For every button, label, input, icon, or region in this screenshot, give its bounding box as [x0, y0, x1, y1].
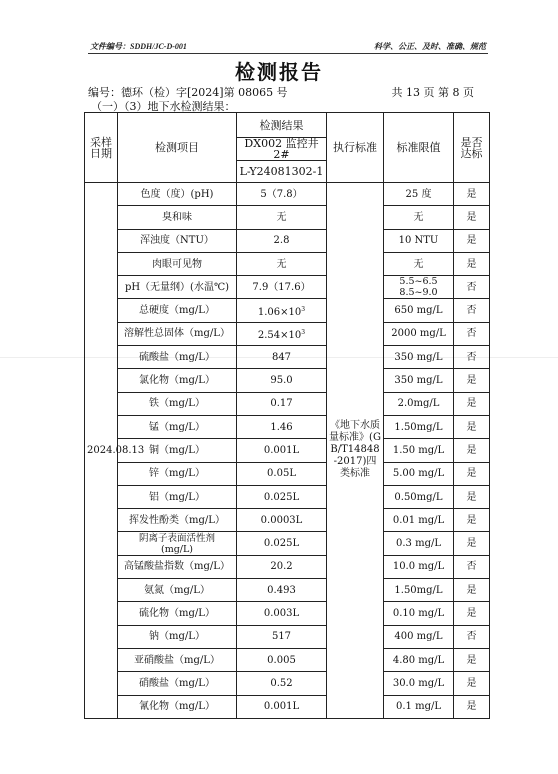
- test-item: 铝（mg/L）: [118, 485, 237, 508]
- test-item: 铜（mg/L）: [118, 439, 237, 462]
- result-value: [237, 252, 327, 275]
- result-value: [237, 206, 327, 229]
- result-text: 847: [271, 351, 292, 363]
- test-item: 肉眼可见物: [118, 252, 237, 275]
- table-row: [85, 625, 490, 648]
- result-text: 0.001L: [263, 444, 300, 456]
- result-text: 0.001L: [263, 701, 300, 713]
- header-standard: 执行标准: [327, 113, 384, 183]
- compliance-value: 是: [454, 229, 490, 252]
- table-row: [85, 648, 490, 671]
- result-value: [237, 648, 327, 671]
- result-exponent: 3: [301, 328, 306, 336]
- result-text: 0.17: [270, 398, 293, 410]
- compliance-value: 是: [454, 252, 490, 275]
- compliance-value: 是: [454, 369, 490, 392]
- result-value: [237, 369, 327, 392]
- result-text: 0.005: [267, 654, 296, 666]
- table-row: [85, 229, 490, 252]
- test-item: 锰（mg/L）: [118, 415, 237, 438]
- compliance-value: 否: [454, 625, 490, 648]
- result-value: [237, 276, 327, 299]
- table-row: [85, 252, 490, 275]
- compliance-value: 否: [454, 346, 490, 369]
- header-limit: 标准限值: [384, 113, 454, 183]
- test-item: 浑浊度（NTU）: [118, 229, 237, 252]
- table-row: [85, 206, 490, 229]
- compliance-value: 是: [454, 206, 490, 229]
- test-item: 氰化物（mg/L）: [118, 695, 237, 718]
- limit-value: 无: [384, 252, 454, 275]
- result-value: [237, 322, 327, 345]
- limit-value: 1.50mg/L: [384, 579, 454, 602]
- limit-value: 10 NTU: [384, 229, 454, 252]
- document-number: 文件编号：SDDH/JC-D-001: [90, 42, 187, 51]
- result-value: [237, 625, 327, 648]
- result-value: [237, 439, 327, 462]
- compliance-value: 是: [454, 183, 490, 206]
- compliance-value: 是: [454, 602, 490, 625]
- table-row: [85, 695, 490, 718]
- result-value: [237, 183, 327, 206]
- result-exponent: 3: [301, 305, 306, 313]
- result-value: [237, 415, 327, 438]
- sampling-date: 2024.08.13: [85, 183, 118, 719]
- header-motto: 科学、公正、及时、准确、规范: [374, 42, 486, 51]
- header-sample-id: L-Y24081302-1: [237, 161, 327, 183]
- result-value: [237, 579, 327, 602]
- result-text: 0.05L: [267, 468, 296, 480]
- compliance-value: 否: [454, 322, 490, 345]
- compliance-value: 是: [454, 485, 490, 508]
- section-heading: （一）（3）地下水检测结果：: [91, 100, 236, 113]
- standard-name: 《地下水质量标准》(GB/T14848-2017)四类标准: [327, 183, 384, 719]
- table-row: [85, 672, 490, 695]
- limit-value: 30.0 mg/L: [384, 672, 454, 695]
- result-value: [237, 462, 327, 485]
- result-text: 0.0003L: [260, 514, 303, 526]
- table-row: [85, 322, 490, 345]
- result-text: 1.46: [270, 421, 293, 433]
- groundwater-results-table: [84, 112, 490, 719]
- table-row: [85, 276, 490, 299]
- test-item: 氨氮（mg/L）: [118, 579, 237, 602]
- result-text: 无: [276, 258, 287, 270]
- compliance-value: 是: [454, 509, 490, 532]
- result-value: [237, 509, 327, 532]
- test-item: 挥发性酚类（mg/L）: [118, 509, 237, 532]
- test-item: 臭和味: [118, 206, 237, 229]
- table-row: [85, 509, 490, 532]
- limit-value: 2000 mg/L: [384, 322, 454, 345]
- compliance-value: 是: [454, 392, 490, 415]
- compliance-value: 是: [454, 415, 490, 438]
- result-text: 2.8: [273, 235, 290, 247]
- table-row: [85, 299, 490, 322]
- test-item: 硫酸盐（mg/L）: [118, 346, 237, 369]
- test-item: 硝酸盐（mg/L）: [118, 672, 237, 695]
- test-item: 氯化物（mg/L）: [118, 369, 237, 392]
- report-title: 检测报告: [235, 60, 323, 84]
- test-item: 钠（mg/L）: [118, 625, 237, 648]
- table-row: [85, 602, 490, 625]
- header-rule: [88, 53, 488, 54]
- result-text: 95.0: [270, 375, 293, 387]
- result-value: [237, 485, 327, 508]
- table-row: [85, 183, 490, 206]
- result-value: [237, 602, 327, 625]
- test-item: 高锰酸盐指数（mg/L）: [118, 555, 237, 578]
- result-value: [237, 229, 327, 252]
- limit-value: 1.50mg/L: [384, 415, 454, 438]
- table-row: [85, 462, 490, 485]
- limit-value: 2.0mg/L: [384, 392, 454, 415]
- table-row: [85, 415, 490, 438]
- table-row: [85, 392, 490, 415]
- result-text: 5（7.8）: [260, 188, 303, 200]
- limit-value: 4.80 mg/L: [384, 648, 454, 671]
- limit-value: 5.00 mg/L: [384, 462, 454, 485]
- header-test-item: 检测项目: [118, 113, 237, 183]
- result-text: 517: [271, 631, 292, 643]
- compliance-value: 否: [454, 555, 490, 578]
- test-item: 硫化物（mg/L）: [118, 602, 237, 625]
- compliance-value: 否: [454, 276, 490, 299]
- result-value: [237, 695, 327, 718]
- result-value: [237, 392, 327, 415]
- test-item: 锌（mg/L）: [118, 462, 237, 485]
- limit-value: 5.5~6.5 8.5~9.0: [384, 276, 454, 299]
- page-counter: 共 13 页 第 8 页: [391, 86, 474, 99]
- result-text: 2.54×10: [257, 329, 302, 341]
- compliance-value: 否: [454, 299, 490, 322]
- compliance-value: 是: [454, 532, 490, 555]
- report-number: 编号：德环（检）字[2024]第 08065 号: [88, 86, 288, 99]
- table-row: [85, 555, 490, 578]
- test-item: 亚硝酸盐（mg/L）: [118, 648, 237, 671]
- header-sampling-date: 采样日期: [85, 113, 118, 183]
- test-item: 阴离子表面活性剂 (mg/L): [118, 532, 237, 555]
- limit-value: 0.3 mg/L: [384, 532, 454, 555]
- test-item: pH（无量纲）(水温℃): [118, 276, 237, 299]
- test-item: 色度（度）(pH): [118, 183, 237, 206]
- limit-value: 0.10 mg/L: [384, 602, 454, 625]
- limit-value: 350 mg/L: [384, 346, 454, 369]
- limit-value: 0.1 mg/L: [384, 695, 454, 718]
- table-row: [85, 485, 490, 508]
- header-compliance: 是否达标: [454, 113, 490, 183]
- result-value: [237, 555, 327, 578]
- limit-value: 400 mg/L: [384, 625, 454, 648]
- result-text: 0.493: [267, 584, 296, 596]
- compliance-value: 是: [454, 672, 490, 695]
- compliance-value: 是: [454, 695, 490, 718]
- header-sample-point: DX002 监控井 2#: [237, 138, 327, 161]
- test-item: 溶解性总固体（mg/L）: [118, 322, 237, 345]
- limit-value: 无: [384, 206, 454, 229]
- limit-value: 10.0 mg/L: [384, 555, 454, 578]
- table-row: [85, 579, 490, 602]
- compliance-value: 是: [454, 648, 490, 671]
- result-value: [237, 346, 327, 369]
- table-row: [85, 439, 490, 462]
- result-text: 无: [276, 211, 287, 223]
- test-item: 总硬度（mg/L）: [118, 299, 237, 322]
- result-text: 0.025L: [263, 491, 300, 503]
- limit-value: 650 mg/L: [384, 299, 454, 322]
- test-item: 铁（mg/L）: [118, 392, 237, 415]
- compliance-value: 是: [454, 462, 490, 485]
- limit-value: 1.50 mg/L: [384, 439, 454, 462]
- header-result: 检测结果: [237, 113, 327, 138]
- result-text: 20.2: [270, 561, 293, 573]
- result-value: [237, 299, 327, 322]
- limit-value: 25 度: [384, 183, 454, 206]
- limit-value: 0.01 mg/L: [384, 509, 454, 532]
- result-value: [237, 532, 327, 555]
- compliance-value: 是: [454, 579, 490, 602]
- limit-value: 0.50mg/L: [384, 485, 454, 508]
- result-text: 0.52: [270, 677, 293, 689]
- compliance-value: 是: [454, 439, 490, 462]
- result-value: [237, 672, 327, 695]
- table-row: [85, 532, 490, 555]
- result-text: 0.003L: [263, 607, 300, 619]
- result-text: 7.9（17.6）: [252, 281, 311, 293]
- result-text: 1.06×10: [257, 306, 302, 318]
- limit-value: 350 mg/L: [384, 369, 454, 392]
- table-row: [85, 369, 490, 392]
- result-text: 0.025L: [263, 538, 300, 550]
- table-row: [85, 346, 490, 369]
